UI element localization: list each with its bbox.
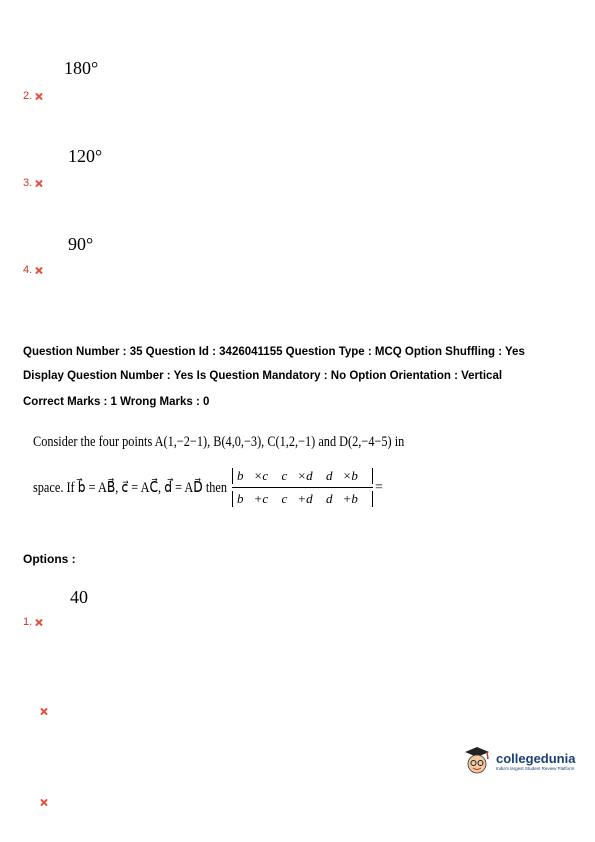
question-fraction	[232, 468, 373, 507]
question-meta-line-3: Correct Marks : 1 Wrong Marks : 0	[23, 396, 210, 408]
cross-icon	[35, 93, 42, 100]
question-meta-line-2: Display Question Number : Yes Is Question Mandatory : No Option Orientation : Vertical	[23, 370, 503, 382]
graduate-mascot-icon	[462, 744, 492, 778]
question-equals: =	[375, 479, 383, 495]
option-row-4[interactable]	[23, 264, 42, 276]
cross-icon	[35, 180, 42, 187]
cross-icon	[40, 708, 47, 715]
option-row-2-new[interactable]	[37, 708, 47, 715]
option-number: 3.	[23, 177, 33, 189]
option-value-1: 40	[70, 587, 88, 607]
question-text-line-1: Consider the four points A(1,−2−1), B(4,0,−3), C(1,2,−1) and D(2,−4−5) in	[33, 434, 405, 450]
fraction-numerator: b⃗×c⃗ c⃗×d⃗ d⃗×b⃗	[232, 468, 373, 484]
option-row-2[interactable]	[23, 90, 42, 102]
option-number: 2.	[23, 90, 33, 102]
cross-icon	[35, 619, 42, 626]
option-value-prev-2: 120°	[68, 146, 103, 166]
option-number: 4.	[23, 264, 33, 276]
fraction-denominator: b⃗+c⃗ c⃗+d⃗ d⃗+b⃗	[232, 491, 373, 507]
fraction-bar	[232, 487, 373, 488]
option-value-prev-3: 90°	[68, 234, 94, 254]
option-row-1[interactable]	[23, 616, 42, 628]
cross-icon	[35, 267, 42, 274]
question-text-line-2	[33, 468, 383, 507]
question-text-prefix: space. If b⃗ = AB⃗, c⃗ = AC⃗, d⃗ = AD⃗ then	[33, 480, 228, 496]
options-label: Options :	[23, 552, 76, 566]
option-row-3[interactable]	[23, 177, 42, 189]
option-row-3-new[interactable]	[37, 799, 47, 806]
cross-icon	[40, 799, 47, 806]
option-value-prev-1: 180°	[64, 58, 99, 78]
logo-tagline: India's largest Student Review Platform	[496, 766, 575, 771]
collegedunia-logo	[462, 744, 575, 778]
question-meta-line-1: Question Number : 35 Question Id : 3426041155 Question Type : MCQ Option Shuffling : Yes	[23, 346, 525, 358]
option-number: 1.	[23, 616, 33, 628]
logo-wordmark: collegedunia	[496, 751, 576, 766]
